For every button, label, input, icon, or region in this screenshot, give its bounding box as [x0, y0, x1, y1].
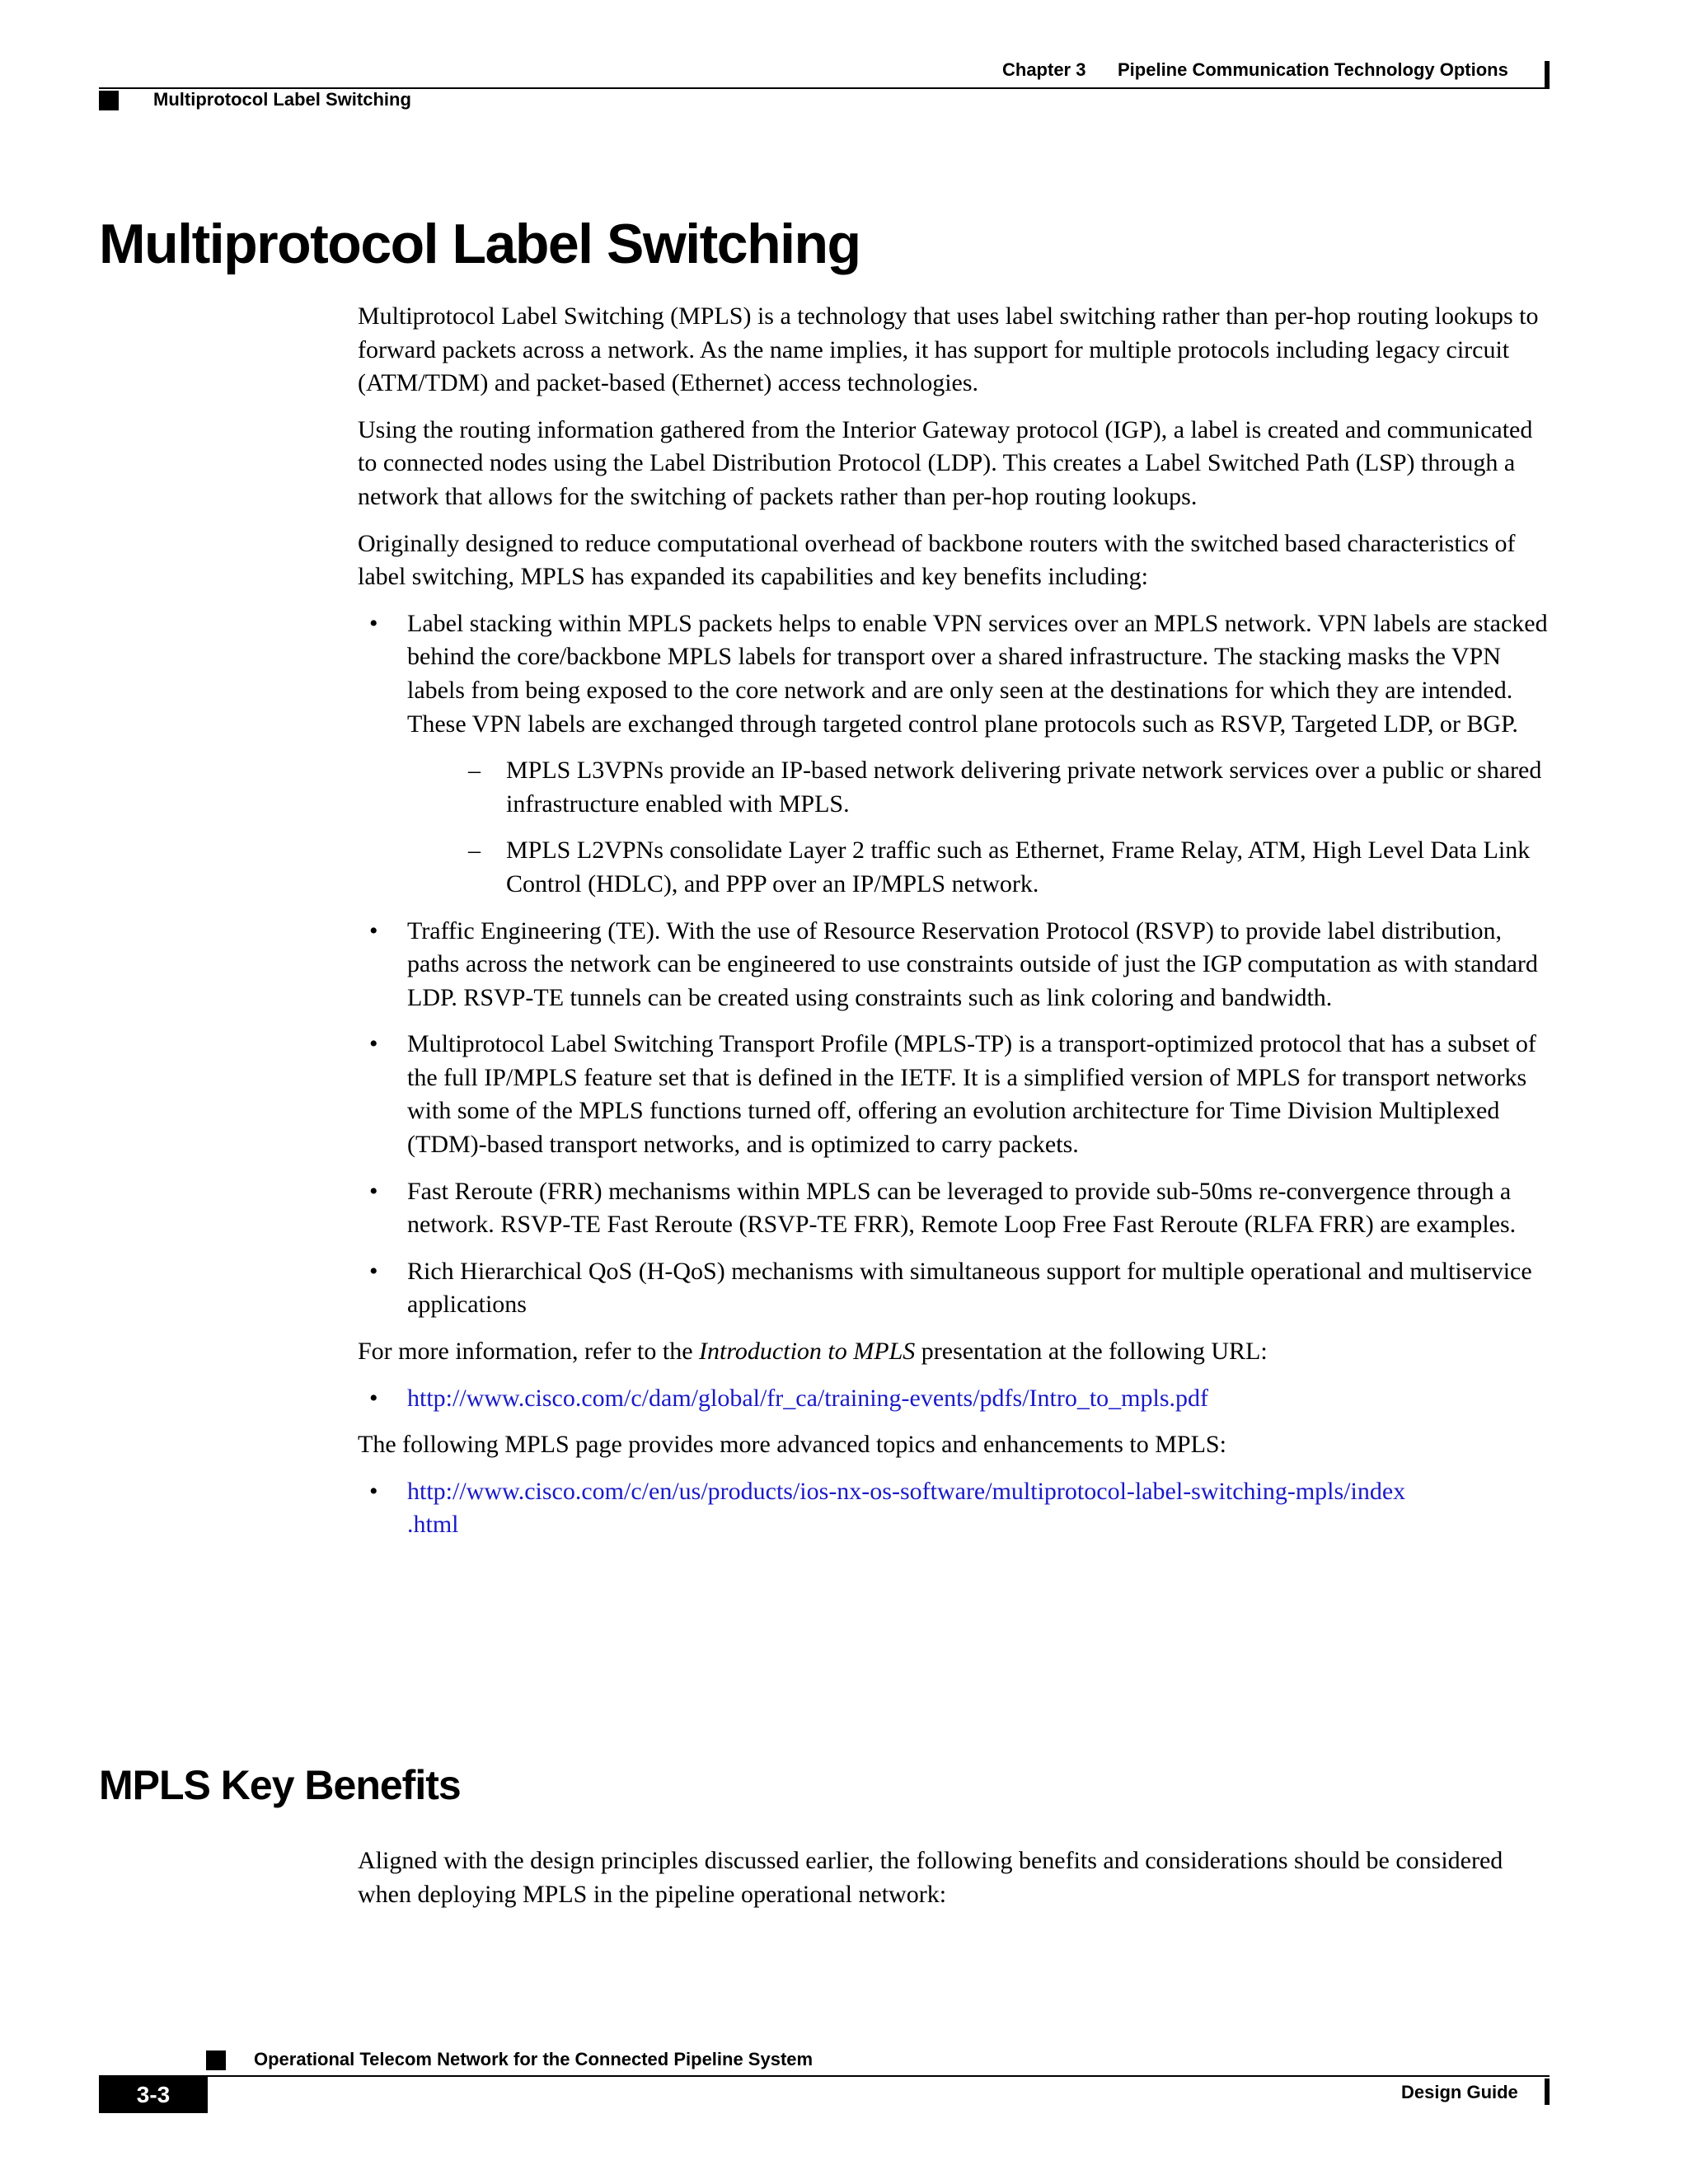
paragraph: Originally designed to reduce computational overhead of backbone routers with the switched based characteristics of label switching, MPLS has expanded its capabilities and key benefits including:	[358, 529, 1516, 591]
list-item	[358, 1175, 1554, 1242]
footer-doc-title: Operational Telecom Network for the Connected Pipeline System	[254, 2049, 814, 2069]
header-square-marker	[99, 91, 119, 110]
bullet-marker: •	[369, 1030, 378, 1058]
header-chapter-title: Pipeline Communication Technology Options	[1118, 59, 1508, 80]
header-section: Multiprotocol Label Switching	[153, 89, 411, 110]
list-item-text: Multiprotocol Label Switching Transport Profile (MPLS-TP) is a transport-optimized protocol that has a subset of the full IP/MPLS feature set that is defined in the IETF. It is a simplified version of MPLS for transport networks with some of the MPLS functions turned off, offering an evolution architecture for Time Division Multiplexed (TDM)-based transport networks, and is optimized to carry packets.	[407, 1030, 1536, 1159]
bullet-marker: •	[369, 1477, 378, 1505]
sub-list-item	[407, 754, 1554, 821]
more-info-suffix: presentation at the following URL:	[915, 1338, 1268, 1366]
link-list	[358, 1475, 1554, 1542]
sub-list-item-text: MPLS L3VPNs provide an IP-based network delivering private network services over a public or shared infrastructure enabled with MPLS.	[506, 757, 1542, 818]
list-item-text: Traffic Engineering (TE). With the use of Resource Reservation Protocol (RSVP) to provide label distribution, paths across the network can be engineered to use constraints outside of just the IGP computation as with standard LDP. RSVP-TE tunnels can be created using constraints such as link coloring and bandwidth.	[407, 916, 1538, 1011]
bullet-marker: •	[369, 1257, 378, 1285]
footer-rule	[99, 2075, 1550, 2077]
page-title: Multiprotocol Label Switching	[99, 213, 860, 275]
list-item	[358, 1028, 1554, 1161]
benefits-list	[358, 607, 1554, 1322]
bullet-marker: •	[369, 1384, 378, 1412]
dash-marker: –	[468, 757, 481, 785]
paragraph: Using the routing information gathered from the Interior Gateway protocol (IGP), a label is created and communicated to connected nodes using the Label Distribution Protocol (LDP). This creates a Label Switched Path (LSP) through a network that allows for the switching of packets rather than per-hop routing lookups.	[358, 415, 1533, 510]
link-list	[358, 1382, 1554, 1416]
dash-marker: –	[468, 837, 481, 865]
list-item-text: Label stacking within MPLS packets helps to enable VPN services over an MPLS network. VPN labels are stacked behind the core/backbone MPLS labels for transport over a shared infrastructure. The stacking masks the VPN labels from being exposed to the core network and are only seen at the destinations for which they are intended. These VPN labels are exchanged through targeted control plane protocols such as RSVP, Targeted LDP, or BGP.	[407, 609, 1548, 738]
list-item	[358, 1382, 1554, 1416]
paragraph: Multiprotocol Label Switching (MPLS) is a technology that uses label switching rather than per-hop routing lookups to forward packets across a network. As the name implies, it has support for multiple protocols including legacy circuit (ATM/TDM) and packet-based (Ethernet) access technologies.	[358, 302, 1539, 397]
main-body	[358, 300, 1554, 1555]
link-line: .html	[407, 1511, 459, 1539]
footer-guide-label: Design Guide	[1401, 2082, 1518, 2102]
page-number: 3-3	[99, 2077, 208, 2113]
list-item-text: Fast Reroute (FRR) mechanisms within MPLS can be leveraged to provide sub-50ms re-convergence through a network. RSVP-TE Fast Reroute (RSVP-TE FRR), Remote Loop Free Fast Reroute (RLFA FRR) are examples.	[407, 1177, 1517, 1239]
sub-list-item-text: MPLS L2VPNs consolidate Layer 2 traffic such as Ethernet, Frame Relay, ATM, High Level Data Link Control (HDLC), and PPP over an IP/MPLS network.	[506, 837, 1531, 898]
more-info-paragraph	[358, 1335, 1554, 1369]
footer-square-marker	[206, 2050, 226, 2070]
sub-list	[407, 754, 1554, 901]
list-item	[358, 1255, 1554, 1322]
bullet-marker: •	[369, 1177, 378, 1205]
bullet-marker: •	[369, 916, 378, 944]
more-info-prefix: For more information, refer to the	[358, 1338, 700, 1366]
intro-to-mpls-link[interactable]: http://www.cisco.com/c/dam/global/fr_ca/training-events/pdfs/Intro_to_mpls.pdf	[407, 1384, 1209, 1412]
list-item	[358, 607, 1554, 902]
paragraph: Aligned with the design principles discussed earlier, the following benefits and considerations should be considered when deploying MPLS in the pipeline operational network:	[358, 1847, 1503, 1908]
list-item	[358, 915, 1554, 1015]
advanced-topics-paragraph: The following MPLS page provides more advanced topics and enhancements to MPLS:	[358, 1431, 1226, 1459]
footer-bar	[1545, 2079, 1550, 2105]
list-item	[358, 1475, 1554, 1542]
header-chapter: Chapter 3	[1002, 59, 1086, 80]
list-item-text: Rich Hierarchical QoS (H-QoS) mechanisms with simultaneous support for multiple operational and multiservice applications	[407, 1257, 1532, 1319]
section-heading: MPLS Key Benefits	[99, 1762, 461, 1808]
header-bar	[1545, 61, 1550, 87]
link-line: http://www.cisco.com/c/en/us/products/ios-nx-os-software/multiprotocol-label-switching-mpls/index	[407, 1477, 1406, 1505]
more-info-title: Introduction to MPLS	[699, 1338, 916, 1366]
key-benefits-body	[358, 1844, 1554, 1924]
bullet-marker: •	[369, 609, 378, 637]
mpls-products-link[interactable]	[407, 1478, 1405, 1539]
sub-list-item	[407, 834, 1554, 901]
